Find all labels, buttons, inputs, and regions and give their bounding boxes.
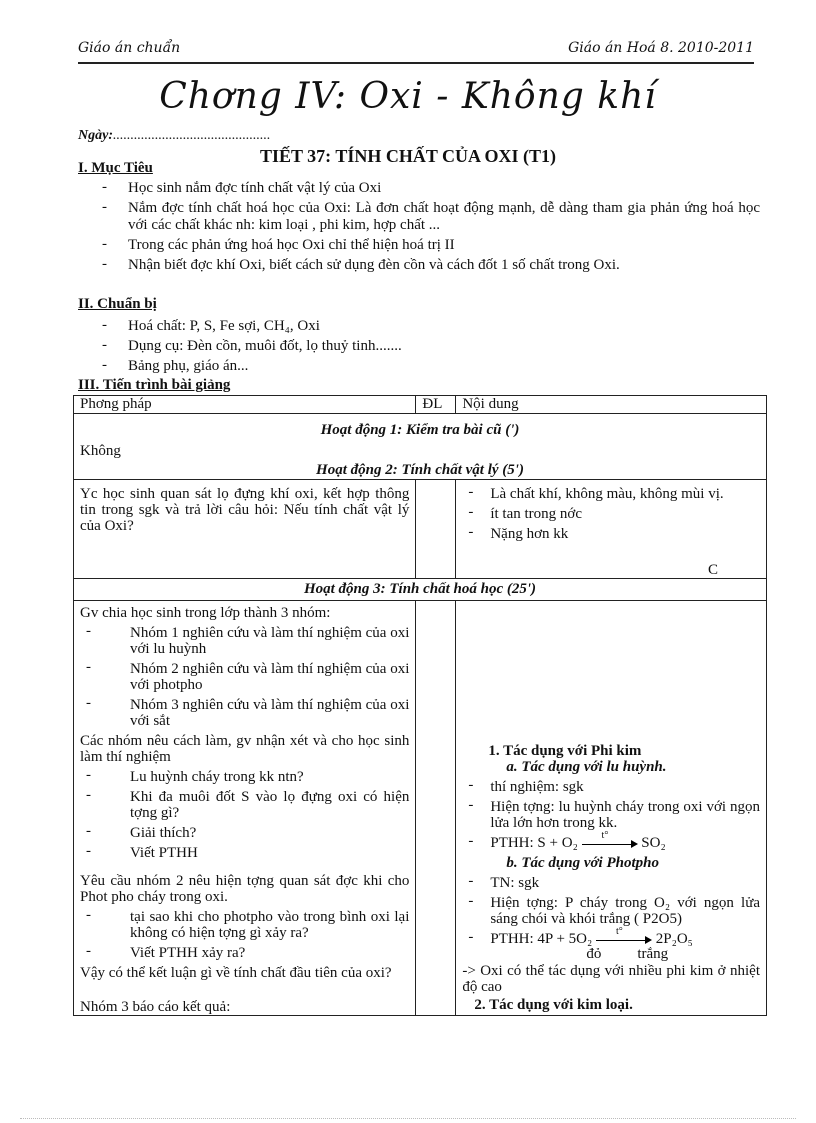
phosphorus-item: - Hiện tợng: P cháy trong O₂ với ngọn lửa sáng chói và khói trắng ( P2O5) [462,895,760,927]
objective-item: - Nắm đợc tính chất hoá học của Oxi: Là đơn chất hoạt động mạnh, dễ dàng tham gia phản ứng hoá học với các chất khác nh: kim loại , phi kim, hợp chất ... [100,200,760,234]
section-process-heading: III. Tiến trình bài giảng [78,377,231,393]
sulfur-item: - thí nghiệm: sgk [462,779,760,795]
page-bottom-border [20,1118,796,1119]
activity1-title: Hoạt động 1: Kiểm tra bài cũ (') [320,422,520,438]
arrow-label: t° [616,925,623,937]
preparation-list [100,318,760,378]
physical-property: - ít tan trong nớc [462,506,760,522]
date-dots: ............................................. [113,128,271,143]
preparation-item: - Dụng cụ: Đèn cồn, muôi đốt, lọ thuỷ tinh....... [100,338,760,355]
date-label: Ngày: [78,128,113,143]
reaction-arrow-icon [582,829,638,850]
question-item: - Giải thích? [80,825,409,841]
content-conclusion: -> Oxi có thể tác dụng với nhiều phi kim ở nhiệt độ cao [462,963,760,995]
equation-right: SO₂ [641,835,666,851]
equation-right: 2P₂O₅ [655,931,693,947]
objective-item: - Trong các phản ứng hoá học Oxi chỉ thể hiện hoá trị II [100,237,760,254]
preparation-item: - Hoá chất: P, S, Fe sợi, CH₄, Oxi [100,318,760,335]
sulfur-equation [462,829,760,851]
reaction-arrow-icon [596,925,652,946]
content-sub-phosphorus: b. Tác dụng với Photpho [506,855,659,871]
activity2-method: Yc học sinh quan sát lọ đựng khí oxi, kết hợp thông tin trong sgk và trả lời câu hỏi: Nếu tính chất vật lý của Oxi? [80,486,410,534]
lesson-table [73,395,767,1016]
activity1-none: Không [80,443,121,459]
activity2-title: Hoạt động 2: Tính chất vật lý (5') [316,462,524,478]
objective-item: - Học sinh nắm đợc tính chất vật lý của Oxi [100,180,760,197]
groups-list [80,625,409,729]
section-preparation-heading: II. Chuẩn bị [78,296,157,312]
header-method: Phơng pháp [74,396,416,414]
color-white-label: trắng [637,946,669,962]
objectives-list [100,180,760,277]
group3-report: Nhóm 3 báo cáo kết quả: [80,999,231,1015]
physical-property: - Là chất khí, không màu, không mùi vị. [462,486,760,502]
activity3-row [74,601,767,1016]
content-heading-nonmetal: 1. Tác dụng với Phi kim [488,743,642,759]
partial-text: C [707,562,718,578]
phosphorus-list [462,875,760,961]
arrow-label: t° [601,829,609,841]
sulfur-item: - Hiện tợng: lu huỳnh cháy trong oxi với ngọn lửa lớn hơn trong kk. [462,799,760,831]
physical-properties-list [462,486,760,542]
content-sub-sulfur: a. Tác dụng với lu huỳnh. [506,759,667,775]
phosphorus-item: - TN: sgk [462,875,760,891]
group-item: - Nhóm 1 nghiên cứu và làm thí nghiệm của oxi với lu huỳnh [80,625,409,657]
activity1-row [74,414,767,480]
header-content: Nội dung [456,396,767,414]
phosphorus-equation [462,925,760,962]
activity2-row [74,480,767,579]
table-header-row [74,396,767,414]
color-red-label: đỏ [586,946,602,962]
question-item: - Khi đa muôi đốt S vào lọ đựng oxi có hiện tợng gì? [80,789,409,821]
chapter-title: Chơng IV: Oxi - Không khí [159,76,657,117]
group2-request: Yêu cầu nhóm 2 nêu hiện tợng quan sát đợc khi cho Phot pho cháy trong oxi. [80,873,410,905]
header-left: Giáo án chuẩn [78,40,181,56]
question-item: - Viết PTHH xảy ra? [80,945,409,961]
activity3-title: Hoạt động 3: Tính chất hoá học (25') [303,581,537,597]
question-item: - tại sao khi cho photpho vào trong bình oxi lại không có hiện tợng gì xảy ra? [80,909,409,941]
equation-left: PTHH: 4P + 5O₂ [490,931,593,947]
physical-property: - Nặng hơn kk [462,526,760,542]
section-objectives-heading: I. Mục Tiêu [78,160,153,176]
groups-report: Các nhóm nêu cách làm, gv nhận xét và cho học sinh làm thí nghiệm [80,733,410,765]
preparation-item: - Bảng phụ, giáo án... [100,358,760,375]
header-right: Giáo án Hoá 8. 2010-2011 [568,40,754,56]
content-heading-metal: 2. Tác dụng với kim loại. [474,997,633,1013]
activity3-title-row [74,579,767,601]
objective-item: - Nhận biết đợc khí Oxi, biết cách sử dụng đèn cồn và cách đốt 1 số chất trong Oxi. [100,257,760,274]
group-item: - Nhóm 3 nghiên cứu và làm thí nghiệm của oxi với sắt [80,697,409,729]
page-header [78,38,754,64]
group-item: - Nhóm 2 nghiên cứu và làm thí nghiệm của oxi với photpho [80,661,409,693]
header-dl: ĐL [416,396,456,414]
lesson-title: TIẾT 37: TÍNH CHẤT CỦA OXI (T1) [259,146,557,166]
date-line [78,128,271,144]
question-item: - Viết PTHH [80,845,409,861]
activity3-intro: Gv chia học sinh trong lớp thành 3 nhóm: [80,605,331,621]
sulfur-list [462,779,760,851]
questions1-list [80,769,409,861]
conclusion-question: Vậy có thể kết luận gì về tính chất đầu tiên của oxi? [80,965,392,981]
equation-left: PTHH: S + O₂ [490,835,578,851]
question-item: - Lu huỳnh cháy trong kk ntn? [80,769,409,785]
questions2-list [80,909,409,961]
